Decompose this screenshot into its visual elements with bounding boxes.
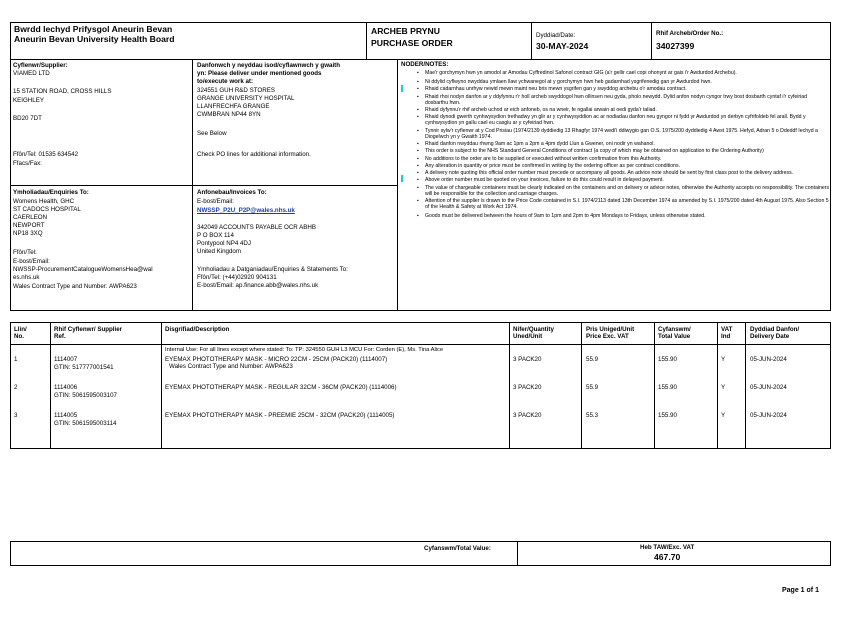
note-item: ▪ Any alteration in quantity or price must be confirmed in writing by the ordering officer as per contract conditions. <box>403 163 831 169</box>
delivery-date: 05-JUN-2024 <box>750 384 787 391</box>
totals-label: Cyfanswm/Total Value: <box>424 545 491 552</box>
supplier-name: VIAMED LTD <box>13 70 50 77</box>
delivery-line5: See Below <box>197 130 227 137</box>
supplier-address1: 15 STATION ROAD, CROSS HILLS <box>13 88 112 95</box>
invoices-email-link[interactable]: NWSSP_P2U_P2P@wales.nhs.uk <box>197 207 295 214</box>
page-number: Page 1 of 1 <box>782 587 819 594</box>
invoices-enquiries-email: E-bost/Email: ap.finance.abb@wales.nhs.uk <box>197 282 319 289</box>
col-header-line: Llin/ No. <box>14 326 27 341</box>
delivery-line4: CWMBRAN NP44 8YN <box>197 111 261 118</box>
delivery-label-1: Danfonwch y neyddau isod/cyflawnwch y gwaith <box>197 62 341 69</box>
supplier-address2: KEIGHLEY <box>13 97 44 104</box>
col-header-description: Disgrifiad/Description <box>165 326 230 333</box>
org-name-english: Aneurin Bevan University Health Board <box>14 34 175 44</box>
notes-label: NODER/NOTES: <box>401 61 449 68</box>
invoices-email-label: E-bost/Email: <box>197 198 234 205</box>
line-number: 1 <box>14 356 18 363</box>
line-number: 2 <box>14 384 18 391</box>
enquiries-line5: NP18 3XQ <box>13 230 43 237</box>
enquiries-line2: ST CADOCS HOSPITAL <box>13 206 81 213</box>
line-number: 3 <box>14 412 18 419</box>
vat-indicator: Y <box>721 412 726 419</box>
delivery-line3: LLANFRECHFA GRANGE <box>197 103 270 110</box>
delivery-label-3: to/execute work at: <box>197 78 254 85</box>
divider-h1 <box>10 185 398 186</box>
items-table <box>10 322 831 449</box>
supplier-label: Cyflenwr/Supplier: <box>13 62 68 69</box>
note-item: ▪ Rhaid cadarnhau unrhyw newid mewn maint neu bris mewn ysgrifen gan y swyddog archebu o'r amodau contract. <box>403 86 831 92</box>
totals-value: 467.70 <box>654 552 681 562</box>
delivery-date: 05-JUN-2024 <box>750 412 787 419</box>
unit-price: 55.9 <box>586 356 599 363</box>
internal-use-note: Internal Use: For all lines except where stated: To: TP: 324550 GUH L3 MCU For: Corden (E), Ms. Tina Alice <box>165 347 444 353</box>
item-description: EYEMAX PHOTOTHERAPY MASK - REGULAR 32CM - 36CM (PACK20) (1114006) <box>165 384 397 391</box>
col-divider <box>509 322 510 449</box>
order-number-label: Rhif Archeb/Order No.: <box>656 30 724 37</box>
item-description: EYEMAX PHOTOTHERAPY MASK - MICRO 22CM - 25CM (PACK20) (1114007) <box>165 356 388 363</box>
col-divider <box>50 322 51 449</box>
enquiries-email-line2[interactable]: es.nhs.uk <box>13 274 40 281</box>
notes-list <box>403 70 831 221</box>
note-item: ▪ Tynnir sylw'r cyflenwr at y Cod Prisiau (1974/2139 dyddiedig 13 Rhagfyr 1974 wedi'i ddiwygio gan O.S. 1975/200 dyddiedig 4 Awst 1975. Hefyd, Adran 5 o Ddeddf Iechyd a Diogelwch yn y Gwaith 1974. <box>403 128 831 140</box>
col-divider <box>581 322 582 449</box>
enquiries-email-label: E-bost/Email: <box>13 258 50 265</box>
title-welsh: ARCHEB PRYNU <box>371 26 440 36</box>
note-item: ▪ Goods must be delivered between the hours of 9am to 1pm and 2pm to 4pm Mondays to Fridays, unless otherwise stated. <box>403 213 831 219</box>
item-description-extra: Wales Contract Type and Number: AWPA623 <box>169 363 293 370</box>
invoices-line3: Pontypool NP4 4DJ <box>197 240 251 247</box>
vat-indicator: Y <box>721 356 726 363</box>
supplier-ref: 1114007 <box>54 356 78 363</box>
date-label: Dyddiad/Date: <box>536 32 576 39</box>
enquiries-line3: CAERLEON <box>13 214 48 221</box>
delivery-line6: Check PO lines for additional information. <box>197 151 311 158</box>
col-header-vat: VAT Ind <box>721 326 733 341</box>
quantity: 3 PACK20 <box>513 356 542 363</box>
org-name-welsh: Bwrdd Iechyd Prifysgol Aneurin Bevan <box>14 24 173 34</box>
unit-price: 55.9 <box>586 384 599 391</box>
supplier-phone: Ffôn/Tel: 01535 634542 <box>13 151 79 158</box>
note-item: ▪ Rhaid rhoi nodyn danfon ar y ddyfynnu r'r holl archeb swyddogol hwn ollinsen neu gyda, pholo newydd. Dylid anfon nodyn cyngor trwy bost dosbarth cyntaf i'r cyfeiriad dosbarthu hwn. <box>403 94 831 106</box>
note-item: ▪ Attention of the supplier is drawn to the Price Code contained in S.I. 1974/2113 dated 13th December 1974 as amended by S.I. 1975/200 dated 4th August 1975. Also Section 5 of the Health & Safety at Work Act 1974. <box>403 198 831 210</box>
enquiries-line1: Womens Health, GHC <box>13 198 75 205</box>
enquiries-phone: Ffôn/Tel: <box>13 249 37 256</box>
enquiries-contract: Wales Contract Type and Number: AWPA623 <box>13 283 137 290</box>
delivery-date: 05-JUN-2024 <box>750 356 787 363</box>
invoices-enquiries-label: Ymholiadau a Datganiadau/Enquiries & Statements To: <box>197 266 348 273</box>
quantity: 3 PACK20 <box>513 412 542 419</box>
col-header-ref: Rhif Cyflenwr/ Supplier Ref. <box>54 326 123 341</box>
total-value: 155.90 <box>658 412 677 419</box>
note-item: ▪ Ni ddylid cyflwyno nwyddau ymlaen llaw ychwanegol at y gorchymyn hwn heb gadarnhad ysgrifenedig gan yr Awdurdod hwn. <box>403 79 831 85</box>
quantity: 3 PACK20 <box>513 384 542 391</box>
vat-indicator: Y <box>721 384 726 391</box>
col-header-delivery-date: Dyddiad Danfon/ Delivery Date <box>750 326 800 341</box>
gtin: GTIN: 5061595003107 <box>54 392 117 399</box>
col-header-total: Cyfanswm/ Total Value <box>658 326 691 341</box>
delivery-label-2: yn: Please deliver under mentioned goods <box>197 70 322 77</box>
col-divider <box>745 322 746 449</box>
title-english: PURCHASE ORDER <box>371 38 453 48</box>
totals-vat-label: Heb TAW/Exc. VAT <box>640 544 695 551</box>
enquiries-line4: NEWPORT <box>13 222 45 229</box>
note-item: ▪ Above order number must be quoted on your invoices, failure to do this could result in delayed payment. <box>403 177 831 183</box>
col-divider <box>654 322 655 449</box>
col-divider <box>717 322 718 449</box>
unit-price: 55.3 <box>586 412 599 419</box>
col-divider <box>161 322 162 449</box>
note-item: ▪ A delivery note quoting this official order number must precede or accompany all goods. An advice note should be sent by first class post to the delivery address. <box>403 170 831 176</box>
supplier-postcode: BD20 7DT <box>13 115 42 122</box>
invoices-line2: P O BOX 114 <box>197 232 234 239</box>
item-description: EYEMAX PHOTOTHERAPY MASK - PREEMIE 25CM - 32CM (PACK20) (1114005) <box>165 412 395 419</box>
col-header-quantity: Nifer/Quantity Uned/Unit <box>513 326 554 341</box>
enquiries-label: Ymholiadau/Enquiries To: <box>13 189 89 196</box>
gtin: GTIN: 5061595003114 <box>54 420 117 427</box>
note-item: ▪ The value of chargeable containers must be clearly indicated on the containers and on delivery or advice notes, otherwise the Authority accepts no responsibility. The containers will be responsible for the collection and carriage charges. <box>403 185 831 197</box>
supplier-ref: 1114005 <box>54 412 78 419</box>
invoices-label: Anfonebau/Invoices To: <box>197 189 267 196</box>
invoices-line4: United Kingdom <box>197 248 242 255</box>
supplier-fax: Ffacs/Fax: <box>13 160 42 167</box>
supplier-ref: 1114006 <box>54 384 78 391</box>
delivery-line2: GRANGE UNIVERSITY HOSPITAL <box>197 95 295 102</box>
note-item: ▪ No additions to the order are to be supplied or executed without written confirmation from this Authority. <box>403 156 831 162</box>
note-item: ▪ Rhaid danfon nwyddau rhwng 9am ac 1pm a 2pm a 4pm dydd Llun a Gwener, oni nodir yn wahanol. <box>403 141 831 147</box>
invoices-line1: 342049 ACCOUNTS PAYABLE OCR ABHB <box>197 224 316 231</box>
delivery-line1: 324551 GUH R&D STORES <box>197 87 275 94</box>
note-item: ▪ This order is subject to the NHS Standard General Conditions of contract (a copy of which may be obtained on application to the Ordering Authority) <box>403 148 831 154</box>
total-value: 155.90 <box>658 384 677 391</box>
items-header-divider <box>10 344 831 345</box>
invoices-enquiries-phone: Ffôn/Tel: (+44)02920 904131 <box>197 274 277 281</box>
note-item: ▪ Rhaid dynodi gwerth cynhwysydion trethadwy yn glir ar y cynhwysyddion ac ar nodiadau danfon neu gyngor ni fydd yr Awdurdod yn derbyn cyfrifoldeb fel arall. Bydd y cynhwysydion yn gallu cael eu casglu ar y cyfeiriad hwn. <box>403 114 831 126</box>
col-header-price: Pris Uniged/Unit Price Exc. VAT <box>586 326 635 341</box>
enquiries-email-line1[interactable]: NWSSP-ProcurementCatalogueWomensHea@wal <box>13 266 153 273</box>
gtin: GTIN: 517777001541 <box>54 364 114 371</box>
note-item: ▪ Rhaid dyfynnu'r rhif archeb uchod ar eich anfoneb, os na wneir, fe ngallai arwain at oedi gyda'r taliad. <box>403 107 831 113</box>
order-number-value: 34027399 <box>656 41 695 51</box>
date-value: 30-MAY-2024 <box>536 41 589 51</box>
total-value: 155.90 <box>658 356 677 363</box>
note-item: ▪ Mae'r gorchymyn hwn yn amodol ar Amodau Cyffredinol Safonol contract GIG (a'r gellir cael copi ohonynt ar gais i'r Awdurdod Archebu). <box>403 70 831 76</box>
